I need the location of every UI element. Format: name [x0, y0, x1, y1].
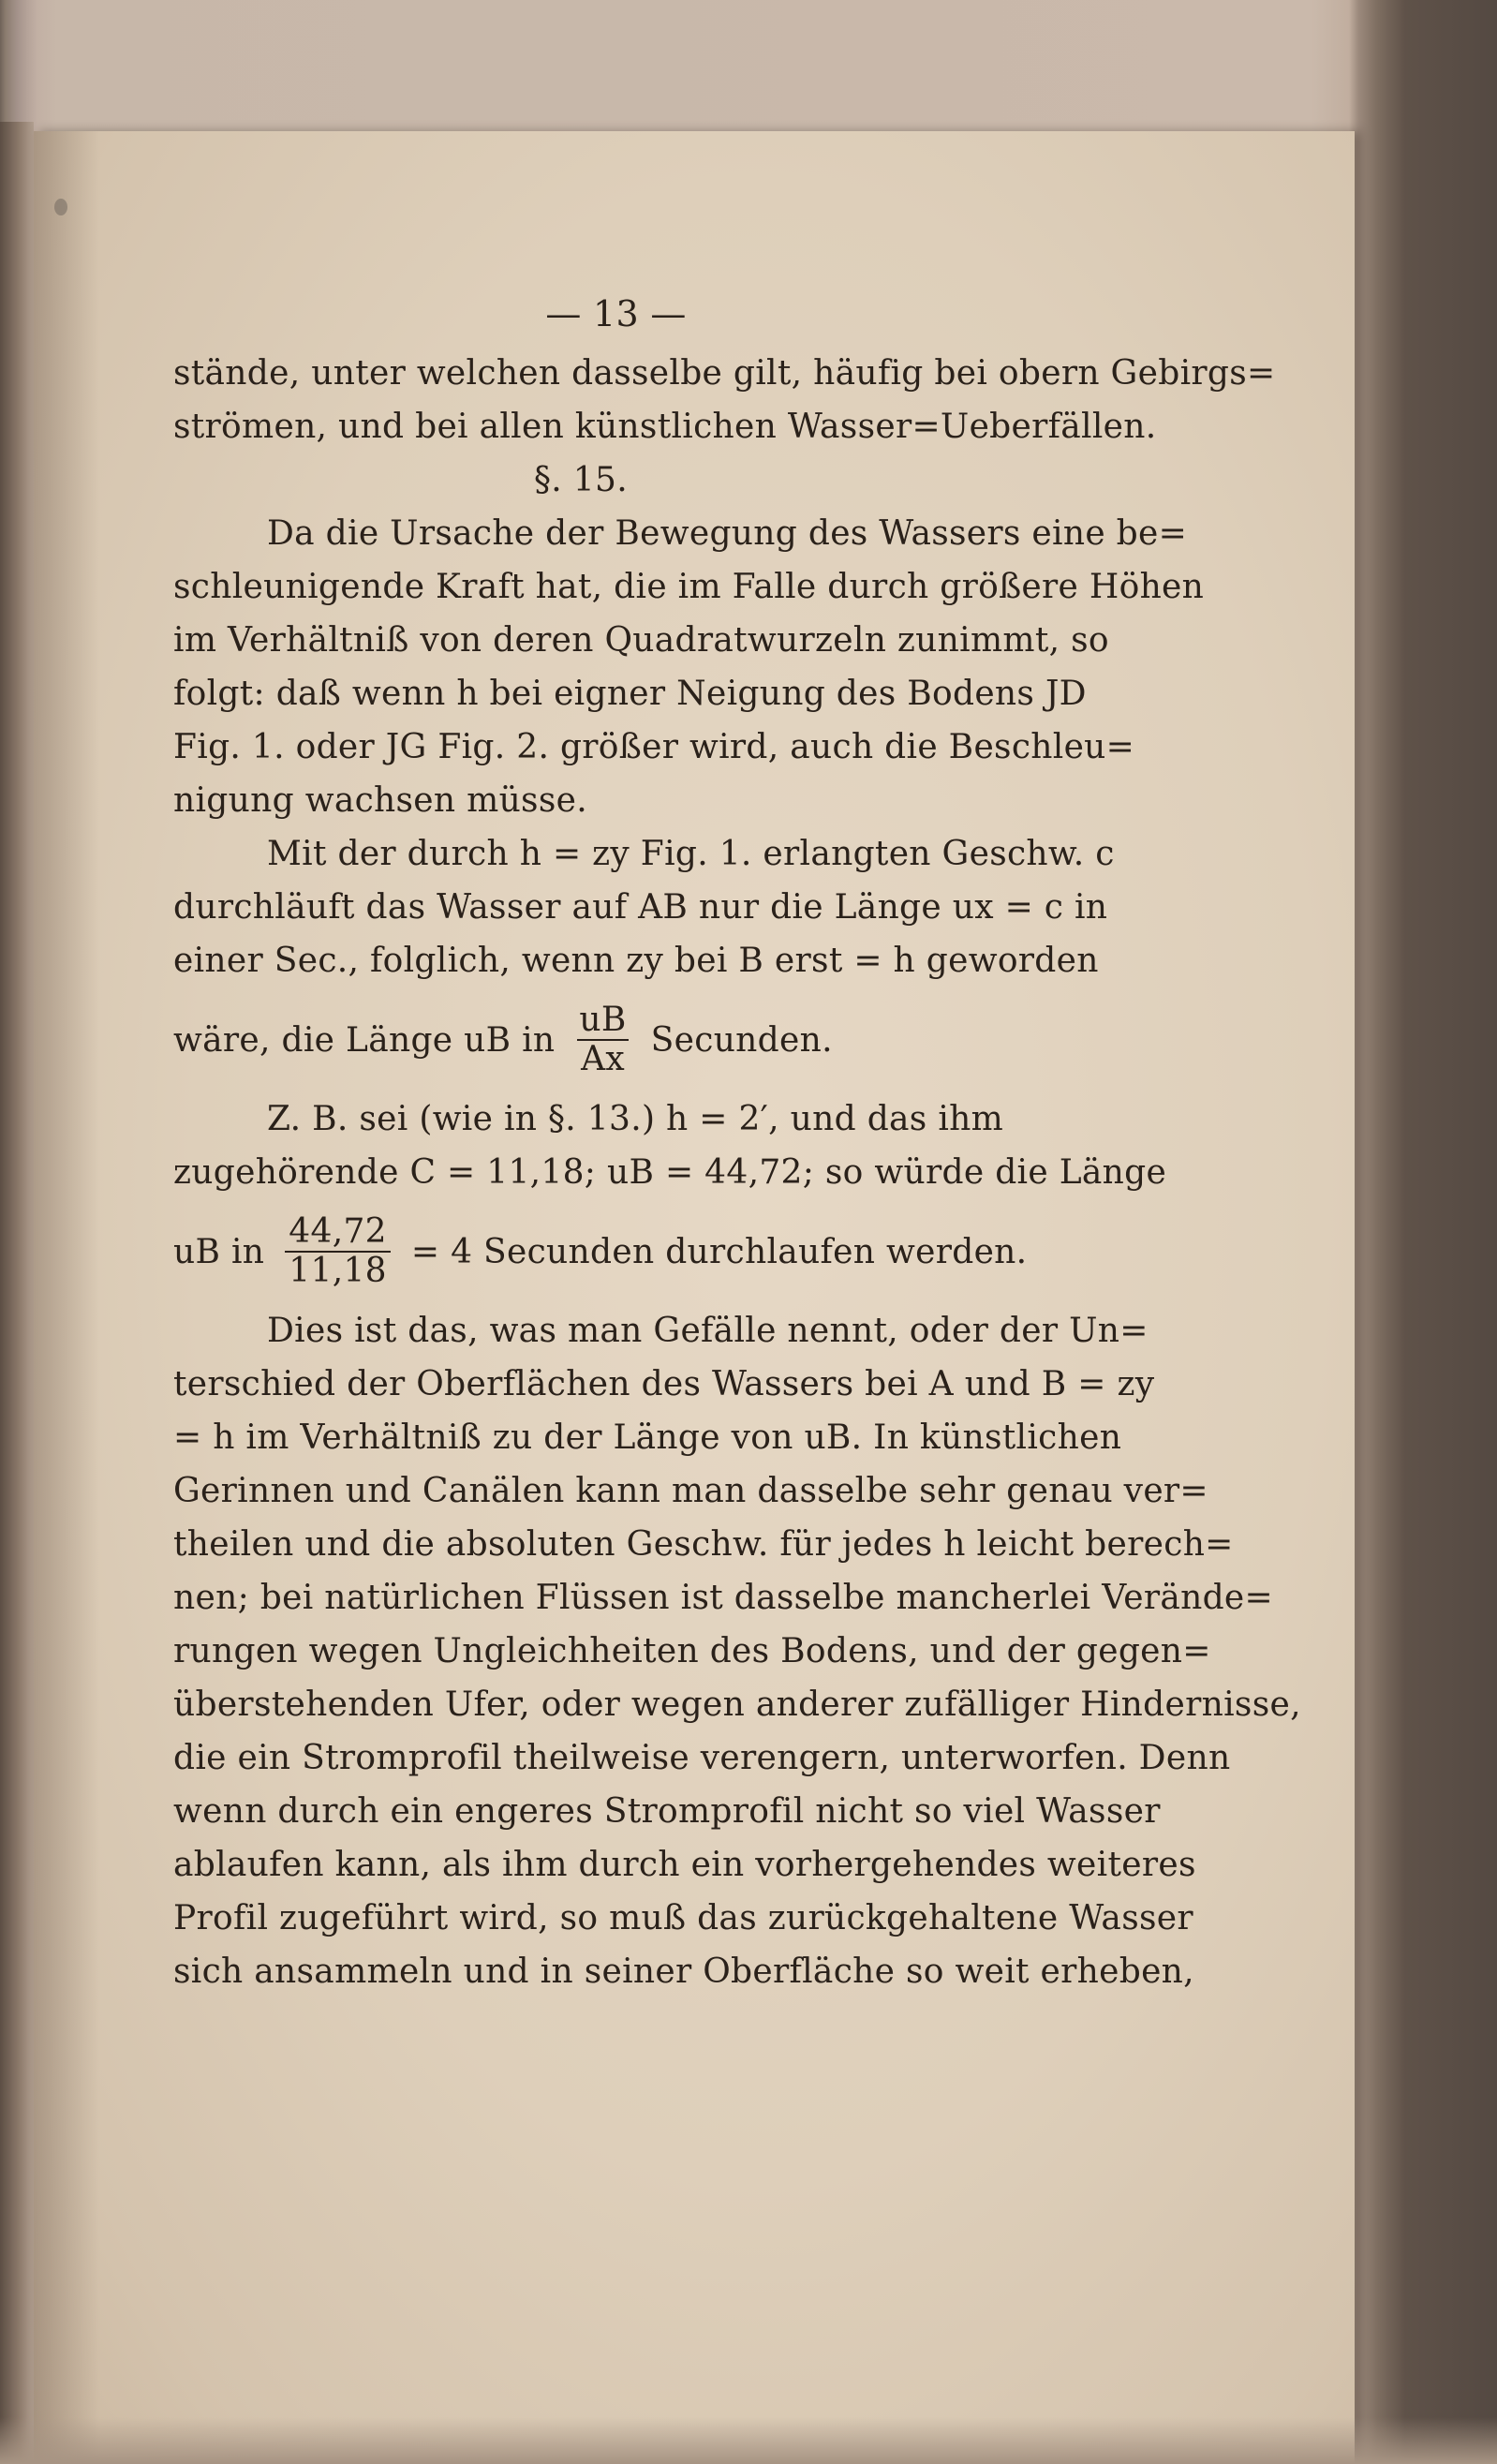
previous-page-edge	[0, 122, 34, 2464]
text-line: die ein Stromprofil theilweise verengern, unterworfen. Denn	[173, 1739, 1231, 1777]
text-line: strömen, und bei allen künstlichen Wasser=Ueberfällen.	[173, 408, 1157, 446]
text-line: Da die Ursache der Bewegung des Wassers eine be=	[267, 514, 1188, 553]
text-line: überstehenden Ufer, oder wegen anderer zufälliger Hindernisse,	[173, 1685, 1301, 1724]
formula-line	[173, 1199, 1143, 1304]
section-heading: §. 15.	[534, 461, 628, 499]
fraction	[285, 1213, 391, 1290]
text-line: Gerinnen und Canälen kann man dasselbe sehr genau ver=	[173, 1472, 1208, 1510]
text-line: terschied der Oberflächen des Wassers bei A und B = zy	[173, 1365, 1155, 1403]
text-line: rungen wegen Ungleichheiten des Bodens, und der gegen=	[173, 1632, 1211, 1670]
text-line: = h im Verhältniß zu der Länge von uB. In künstlichen	[173, 1418, 1122, 1457]
formula-text-before: wäre, die Länge uB in	[173, 1020, 556, 1060]
text-line: Fig. 1. oder JG Fig. 2. größer wird, auch die Beschleu=	[173, 728, 1135, 766]
text-line: theilen und die absoluten Geschw. für jedes h leicht berech=	[173, 1525, 1234, 1564]
fraction-denominator: Ax	[577, 1039, 629, 1078]
text-line: nen; bei natürlichen Flüssen ist dasselbe mancherlei Verände=	[173, 1579, 1273, 1617]
text-line: zugehörende C = 11,18; uB = 44,72; so würde die Länge	[173, 1153, 1167, 1192]
text-line: einer Sec., folglich, wenn zy bei B erst = h geworden	[173, 942, 1099, 980]
formula-line	[173, 987, 1143, 1092]
formula-text-after: Secunden.	[650, 1020, 833, 1060]
fraction-numerator: 44,72	[289, 1212, 387, 1251]
ink-blot	[54, 199, 67, 215]
text-line: Mit der durch h = zy Fig. 1. erlangten Geschw. c	[267, 835, 1115, 873]
text-line: ablaufen kann, als ihm durch ein vorhergehendes weiteres	[173, 1846, 1196, 1884]
fraction	[575, 1002, 630, 1078]
fraction-numerator: uB	[579, 1001, 627, 1039]
text-line: wenn durch ein engeres Stromprofil nicht so viel Wasser	[173, 1792, 1161, 1831]
text-line: nigung wachsen müsse.	[173, 781, 587, 820]
page-text	[173, 281, 1301, 1998]
formula-text-after: = 4 Secunden durchlaufen werden.	[410, 1232, 1028, 1271]
text-line: Z. B. sei (wie in §. 13.) h = 2′, und das ihm	[267, 1100, 1004, 1138]
text-line: im Verhältniß von deren Quadratwurzeln zunimmt, so	[173, 621, 1109, 660]
text-line: folgt: daß wenn h bei eigner Neigung des Bodens JD	[173, 675, 1087, 713]
formula-text-before: uB in	[173, 1232, 265, 1271]
page-gutter-shadow	[34, 131, 99, 2464]
text-line: durchläuft das Wasser auf AB nur die Länge ux = c in	[173, 888, 1108, 927]
text-line: Dies ist das, was man Gefälle nennt, oder der Un=	[267, 1312, 1149, 1350]
text-line: schleunigende Kraft hat, die im Falle durch größere Höhen	[173, 568, 1205, 606]
text-line: stände, unter welchen dasselbe gilt, häufig bei obern Gebirgs=	[173, 354, 1276, 393]
page-bottom-shade	[0, 2417, 1497, 2464]
fraction-denominator: 11,18	[285, 1251, 391, 1290]
text-line: Profil zugeführt wird, so muß das zurückgehaltene Wasser	[173, 1899, 1193, 1937]
text-line: sich ansammeln und in seiner Oberfläche so weit erheben,	[173, 1952, 1194, 1991]
page-number: — 13 —	[545, 293, 687, 334]
